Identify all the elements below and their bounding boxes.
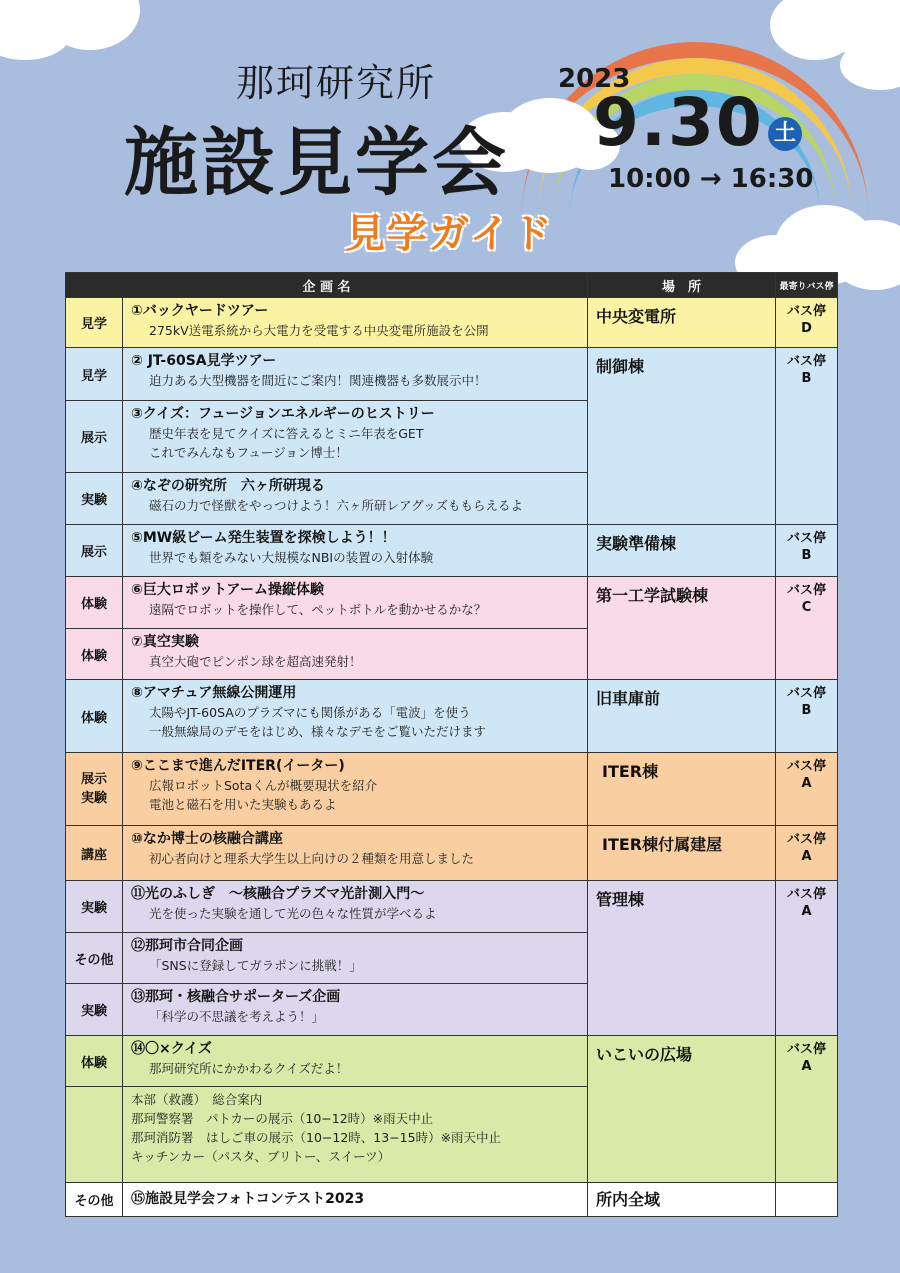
category-cell: その他: [66, 933, 123, 984]
program-desc: 「SNSに登録してガラポンに挑戦！」: [149, 958, 362, 973]
category-cell: 体験: [66, 680, 123, 753]
col-header-location: 場 所: [588, 273, 776, 298]
category-cell: 体験: [66, 629, 123, 680]
program-cell: [123, 348, 588, 401]
col-header-bus: 最寄りバス停: [776, 273, 838, 298]
extra-line: 那珂警察署 パトカーの展示（10−12時）※雨天中止: [131, 1111, 434, 1126]
program-desc: 那珂研究所にかかわるクイズだよ！: [149, 1061, 349, 1076]
location-cell: ITER棟: [588, 753, 776, 826]
program-title: ⑨ここまで進んだITER(イーター): [131, 758, 345, 774]
program-cell: [123, 680, 588, 753]
program-desc: 初心者向けと理系大学生以上向けの２種類を用意しました: [149, 851, 475, 866]
category-cell: 体験: [66, 1036, 123, 1087]
program-title: ⑭〇×クイズ: [131, 1041, 212, 1057]
table-header-row: [66, 273, 838, 298]
bus-stop-label: バス停: [786, 531, 826, 546]
bus-stop-label: バス停: [786, 304, 826, 319]
program-desc: 世界でも類をみない大規模なNBIの装置の入射体験: [149, 550, 434, 565]
program-desc: 275kV送電系統から大電力を受電する中央変電所施設を公開: [149, 323, 489, 338]
category-cell: 見学: [66, 298, 123, 348]
bus-stop-cell: [776, 1183, 838, 1217]
program-desc: 太陽やJT-60SAのプラズマにも関係がある「電波」を使う: [149, 705, 471, 720]
col-header-program: 企 画 名: [66, 273, 588, 298]
category-cell: 展示 実験: [66, 753, 123, 826]
program-cell: [123, 629, 588, 680]
extra-info-cell: [123, 1087, 588, 1183]
category-cell: 展示: [66, 401, 123, 473]
table-row: [66, 753, 838, 826]
program-desc: 電池と磁石を用いた実験もあるよ: [149, 797, 337, 812]
location-cell: 管理棟: [588, 881, 776, 1036]
location-cell: 旧車庫前: [588, 680, 776, 753]
program-title: ③クイズ：フュージョンエネルギーのヒストリー: [131, 406, 435, 422]
table-row: [66, 680, 838, 753]
event-weekday-badge: 土: [768, 117, 802, 151]
program-cell: [123, 401, 588, 473]
program-title: ④なぞの研究所 六ヶ所研現る: [131, 478, 325, 494]
category-cell: 見学: [66, 348, 123, 401]
table-row: [66, 1183, 838, 1217]
program-cell: [123, 984, 588, 1036]
location-cell: 実験準備棟: [588, 525, 776, 577]
program-desc: 遠隔でロボットを操作して、ペットボトルを動かせるかな？: [149, 602, 487, 617]
location-cell: いこいの広場: [588, 1036, 776, 1183]
program-title: ⑮施設見学会フォトコンテスト2023: [131, 1191, 365, 1207]
bus-stop-label: バス停: [786, 1042, 826, 1057]
event-year: 2023: [558, 64, 631, 94]
program-title: ⑬那珂・核融合サポーターズ企画: [131, 989, 341, 1005]
category-cell: 体験: [66, 577, 123, 629]
event-date: 9.30: [593, 84, 764, 161]
program-title: ② JT-60SA見学ツアー: [131, 353, 277, 369]
program-cell: [123, 1036, 588, 1087]
bus-stop-letter: B: [801, 703, 812, 718]
bus-stop-cell: [776, 298, 838, 348]
bus-stop-letter: C: [801, 600, 812, 615]
category-cell: 実験: [66, 881, 123, 933]
bus-stop-label: バス停: [786, 354, 826, 369]
program-title: ⑫那珂市合同企画: [131, 938, 243, 954]
bus-stop-cell: [776, 348, 838, 525]
table-row: [66, 348, 838, 401]
bus-stop-letter: A: [801, 904, 812, 919]
program-desc: 広報ロボットSotaくんが概要現状を紹介: [149, 778, 378, 793]
page-title: 施設見学会: [124, 120, 509, 206]
bus-stop-label: バス停: [786, 832, 826, 847]
extra-line: キッチンカー（パスタ、ブリトー、スイーツ）: [131, 1149, 391, 1164]
program-cell: [123, 1183, 588, 1217]
program-title: ⑦真空実験: [131, 634, 199, 650]
program-title: ⑧アマチュア無線公開運用: [131, 685, 297, 701]
program-cell: [123, 298, 588, 348]
bus-stop-cell: [776, 881, 838, 1036]
bus-stop-label: バス停: [786, 583, 826, 598]
location-cell: 所内全域: [588, 1183, 776, 1217]
extra-line: 本部（救護） 総合案内: [131, 1092, 263, 1107]
program-desc: 磁石の力で怪獣をやっつけよう！六ヶ所研レアグッズももらえるよ: [149, 498, 524, 513]
program-cell: [123, 881, 588, 933]
program-title: ⑥巨大ロボットアーム操縦体験: [131, 582, 325, 598]
table-row: [66, 525, 838, 577]
category-cell: [66, 1087, 123, 1183]
location-cell: 第一工学試験棟: [588, 577, 776, 680]
category-cell: 展示: [66, 525, 123, 577]
program-cell: [123, 473, 588, 525]
program-cell: [123, 525, 588, 577]
bus-stop-cell: [776, 753, 838, 826]
program-cell: [123, 577, 588, 629]
bus-stop-cell: [776, 680, 838, 753]
bus-stop-cell: [776, 577, 838, 680]
location-cell: 制御棟: [588, 348, 776, 525]
event-time: 10:00 → 16:30: [608, 164, 814, 194]
bus-stop-label: バス停: [786, 759, 826, 774]
bus-stop-cell: [776, 525, 838, 577]
bus-stop-label: バス停: [786, 887, 826, 902]
table-row: [66, 577, 838, 629]
bus-stop-cell: [776, 826, 838, 881]
program-title: ⑪光のふしぎ ～核融合プラズマ光計測入門～: [131, 886, 425, 902]
program-desc: 真空大砲でピンポン球を超高速発射！: [149, 654, 362, 669]
extra-line: 那珂消防署 はしご車の展示（10−12時、13−15時）※雨天中止: [131, 1130, 502, 1145]
bus-stop-letter: D: [801, 321, 812, 336]
program-desc: 一般無線局のデモをはじめ、様々なデモをご覧いただけます: [149, 724, 487, 739]
program-desc: 歴史年表を見てクイズに答えるとミニ年表をGET: [149, 426, 424, 441]
program-title: ①バックヤードツアー: [131, 303, 269, 319]
bus-stop-letter: B: [801, 371, 812, 386]
program-desc: 迫力ある大型機器を間近にご案内！関連機器も多数展示中！: [149, 373, 487, 388]
location-cell: 中央変電所: [588, 298, 776, 348]
table-row: [66, 826, 838, 881]
category-cell: 実験: [66, 984, 123, 1036]
program-cell: [123, 826, 588, 881]
organization-name: 那珂研究所: [236, 61, 437, 105]
program-desc: これでみんなもフュージョン博士！: [149, 445, 348, 460]
bus-stop-letter: B: [801, 548, 812, 563]
bus-stop-cell: [776, 1036, 838, 1183]
program-table: [65, 272, 838, 1217]
table-row: [66, 298, 838, 348]
category-cell: その他: [66, 1183, 123, 1217]
category-cell: 実験: [66, 473, 123, 525]
program-desc: 光を使った実験を通して光の色々な性質が学べるよ: [149, 906, 437, 921]
bus-stop-letter: A: [801, 776, 812, 791]
location-cell: ITER棟付属建屋: [588, 826, 776, 881]
table-row: [66, 1036, 838, 1087]
program-cell: [123, 933, 588, 984]
category-cell: 講座: [66, 826, 123, 881]
program-title: ⑩なか博士の核融合講座: [131, 831, 283, 847]
bus-stop-label: バス停: [786, 686, 826, 701]
table-row: [66, 881, 838, 933]
bus-stop-letter: A: [801, 1059, 812, 1074]
bus-stop-letter: A: [801, 849, 812, 864]
program-desc: 「科学の不思議を考えよう！」: [149, 1009, 325, 1024]
guide-subtitle: 見学ガイド: [345, 211, 554, 257]
program-cell: [123, 753, 588, 826]
program-title: ⑤MW級ビーム発生装置を探検しよう！！: [131, 530, 396, 546]
